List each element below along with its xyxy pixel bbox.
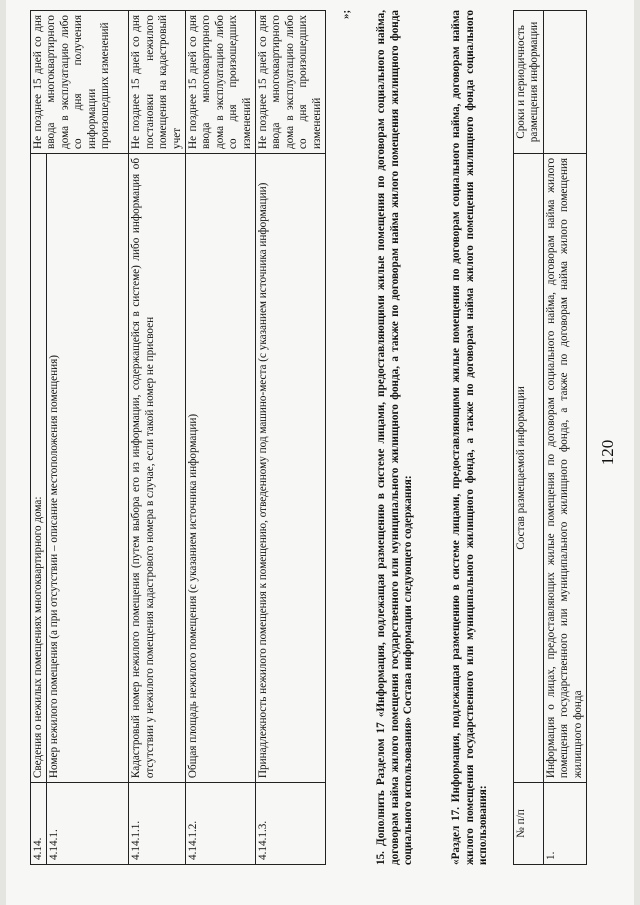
table-row [129, 11, 186, 865]
requirements-table [30, 10, 326, 865]
table-row [186, 11, 256, 865]
row-number: 4.14.1. [47, 783, 129, 865]
row-deadline: Не позднее 15 дней со дня ввода многоквартирного дома в эксплуатацию либо со дня произошедших изменений [256, 11, 326, 154]
table-header-row [514, 11, 544, 865]
section-17-table [513, 10, 587, 865]
column-header-deadline: Сроки и периодичность размещения информации [514, 11, 544, 154]
table-row [543, 11, 586, 865]
row-content: Кадастровый номер нежилого помещения (путем выбора его из информации, содержащейся в системе) либо информация об отсутствии у нежилого помещения кадастрового номера в случае, если такой номер не присвоен [129, 153, 186, 782]
row-number: 4.14. [31, 783, 47, 865]
column-header-content: Состав размещаемой информации [514, 153, 544, 782]
row-content: Сведения о нежилых помещениях многоквартирного дома: [31, 153, 47, 782]
row-content: Информация о лицах, предоставляющих жилые помещения по договорам социального найма, договорам найма жилого помещения государственного или муниципального жилищного фонда, а также по договорам найма жилого помещения жилищного фонда [543, 153, 586, 782]
row-content: Общая площадь нежилого помещения (с указанием источника информации) [186, 153, 256, 782]
row-deadline: Не позднее 15 дней со дня ввода многоквартирного дома в эксплуатацию либо со дня получения информации произошедших изменений [31, 11, 129, 154]
row-number: 4.14.1.2. [186, 783, 256, 865]
amendment-paragraph: 15. Дополнить Разделом 17 «Информация, подлежащая размещению в системе лицами, предоставляющими жилые помещения по договорам социального найма, договорам найма жилого помещения государственного или муниципального жилищного фонда, а также по договорам найма жилого помещения жилищного фонда социального использования» Состава информации следующего содержания: [375, 10, 415, 865]
table-row [256, 11, 326, 865]
row-deadline: Не позднее 15 дней со дня ввода многоквартирного дома в эксплуатацию либо со дня произошедших изменений [186, 11, 256, 154]
row-number: 4.14.1.3. [256, 783, 326, 865]
row-content: Принадлежность нежилого помещения к помещению, отведенному под машино-места (с указанием источника информации) [256, 153, 326, 782]
table-row [31, 11, 47, 865]
row-number: 1. [543, 783, 586, 865]
section-heading-paragraph: «Раздел 17. Информация, подлежащая размещению в системе лицами, предоставляющими жилые помещения по договорам социального найма, договорам найма жилого помещения государственного или муниципального жилищного фонда, а также по договорам найма жилого помещения жилищного фонда социального использования: [450, 10, 490, 865]
column-header-number: № п/п [514, 783, 544, 865]
closing-quote-mark: »; [340, 9, 352, 19]
row-number: 4.14.1.1. [129, 783, 186, 865]
row-content: Номер нежилого помещения (а при отсутствии – описание местоположения помещения) [47, 153, 129, 782]
row-deadline [543, 11, 586, 154]
page-number: 120 [598, 439, 617, 466]
row-deadline: Не позднее 15 дней со дня постановки нежилого помещения на кадастровый учет [129, 11, 186, 154]
